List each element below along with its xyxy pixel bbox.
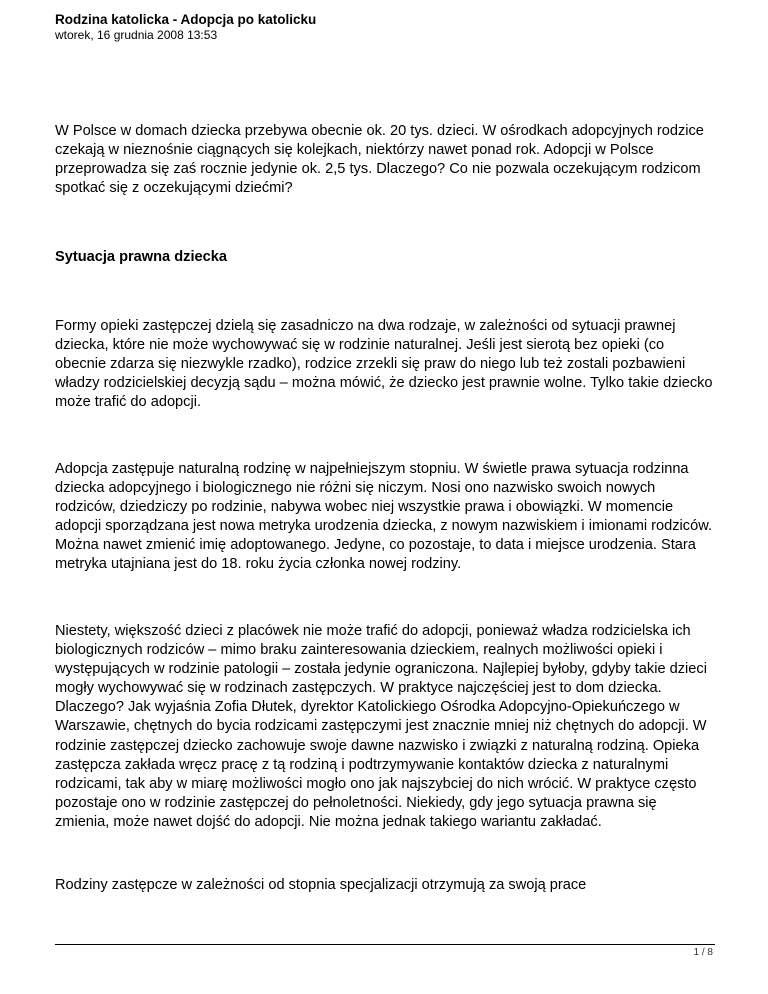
- paragraph-1: Formy opieki zastępczej dzielą się zasadniczo na dwa rodzaje, w zależności od sytuacji prawnej dziecka, które nie może wychowywać się w rodzinie naturalnej. Jeśli jest sierotą bez opieki (co obecnie zdarza się niezwykle rzadko), rodzice zrzekli się praw do niego lub też zostali pozbawieni władzy rodzicielskiej decyzją sądu – można mówić, że dziecko jest prawnie wolne. Tylko takie dziecko może trafić do adopcji.: [55, 318, 713, 411]
- document-title: Rodzina katolicka - Adopcja po katolicku: [55, 12, 317, 27]
- page-header: [55, 12, 715, 43]
- section-heading: Sytuacja prawna dziecka: [55, 249, 227, 265]
- document-date: wtorek, 16 grudnia 2008 13:53: [55, 28, 218, 42]
- footer-divider: [55, 944, 715, 945]
- intro-paragraph: W Polsce w domach dziecka przebywa obecnie ok. 20 tys. dzieci. W ośrodkach adopcyjnych rodzice czekają w nieznośnie ciągnących się kolejkach, niektórzy nawet ponad rok. Adopcji w Polsce przeprowadza się zaś rocznie jedynie ok. 2,5 tys. Dlaczego? Co nie pozwala oczekującym rodzicom spotkać się z oczekującymi dziećmi?: [55, 123, 704, 197]
- paragraph-2: Adopcja zastępuje naturalną rodzinę w najpełniejszym stopniu. W świetle prawa sytuacja rodzinna dziecka adopcyjnego i biologicznego nie różni się niczym. Nosi ono nazwisko swoich nowych rodziców, dziedziczy po rodzinie, nabywa wobec niej wszystkie prawa i obowiązki. W momencie adopcji sporządzana jest nowa metryka urodzenia dziecka, z nowym nazwiskiem i imionami rodziców. Można nawet zmienić imię adoptowanego. Jedyne, co pozostaje, to data i miejsce urodzenia. Stara metryka utajniana jest do 18. roku życia członka nowej rodziny.: [55, 461, 713, 573]
- page-number: 1 / 8: [693, 947, 713, 958]
- paragraph-3: Niestety, większość dzieci z placówek nie może trafić do adopcji, ponieważ władza rodzicielska ich biologicznych rodziców – mimo braku zainteresowania dzieckiem, realnych możliwości opieki i występujących w rodzinie patologii – została jedynie ograniczona. Najlepiej byłoby, gdyby takie dzieci mogły wychowywać się w rodzinach zastępczych. W praktyce najczęściej jest to dom dziecka. Dlaczego? Jak wyjaśnia Zofia Dłutek, dyrektor Katolickiego Ośrodka Adopcyjno-Opiekuńczego w Warszawie, chętnych do bycia rodzicami zastępczymi jest znacznie mniej niż chętnych do adopcji. W rodzinie zastępczej dziecko zachowuje swoje dawne nazwisko i związki z naturalną rodziną. Opieka zastępcza zakłada wręcz pracę z tą rodziną i podtrzymywanie kontaktów dziecka z naturalnymi rodzicami, tak aby w miarę możliwości mogło ono jak najszybciej do nich wrócić. W praktyce często pozostaje ono w rodzinie zastępczej do pełnoletności. Niekiedy, gdy jego sytuacja prawna się zmienia, może nawet dojść do adopcji. Nie można jednak takiego wariantu zakładać.: [55, 623, 707, 830]
- paragraph-4: Rodziny zastępcze w zależności od stopnia specjalizacji otrzymują za swoją prace: [55, 877, 587, 893]
